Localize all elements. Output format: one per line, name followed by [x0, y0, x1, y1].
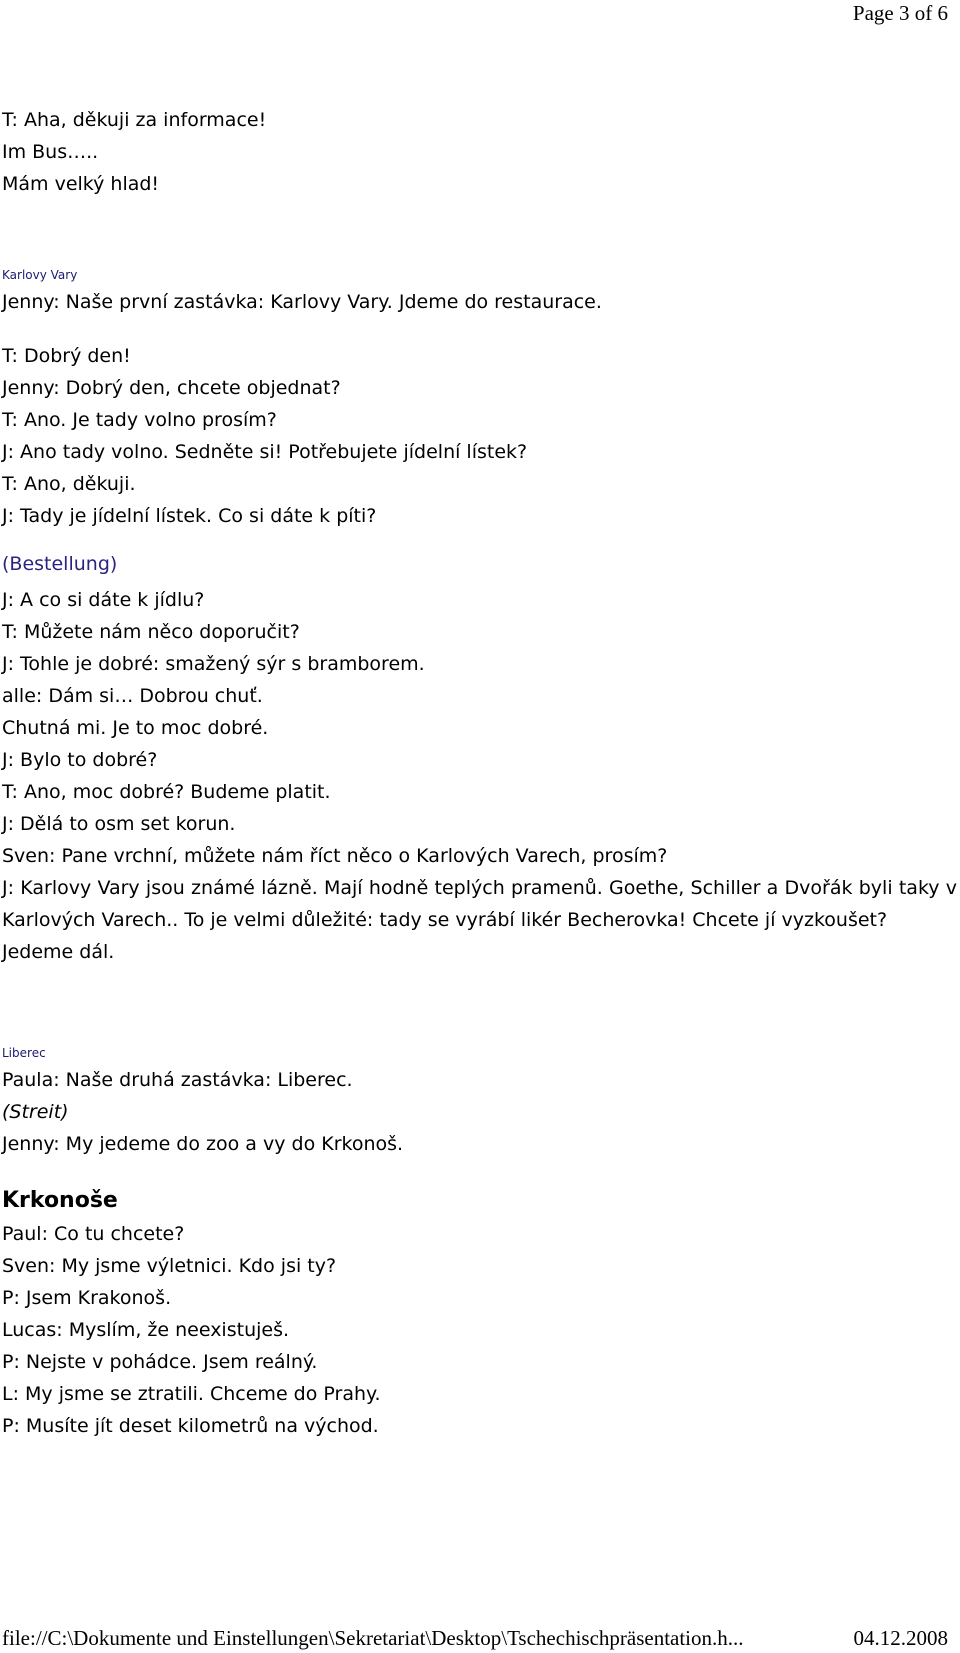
dialogue-line: Jenny: Naše první zastávka: Karlovy Vary. Jdeme do restaurace.: [2, 291, 602, 313]
dialogue-line: Mám velký hlad!: [2, 173, 160, 195]
dialogue-line: T: Ano. Je tady volno prosím?: [2, 409, 277, 431]
dialogue-line: Chutná mi. Je to moc dobré.: [2, 717, 269, 739]
dialogue-line: P: Jsem Krakonoš.: [2, 1287, 172, 1309]
document-body: [2, 104, 957, 1442]
dialogue-line: Lucas: Myslím, že neexistuješ.: [2, 1319, 290, 1341]
file-path: file://C:\Dokumente und Einstellungen\Sekretariat\Desktop\Tschechischpräsentation.h...: [2, 1626, 744, 1650]
page-indicator: Page 3 of 6: [852, 1, 948, 25]
dialogue-line: Jenny: Dobrý den, chcete objednat?: [2, 377, 341, 399]
dialogue-line: J: Tady je jídelní lístek. Co si dáte k píti?: [2, 505, 377, 527]
dialogue-line: Sven: Pane vrchní, můžete nám říct něco o Karlových Varech, prosím?: [2, 845, 668, 867]
section-label-karlovy-vary: Karlovy Vary: [2, 268, 78, 282]
dialogue-line: P: Nejste v pohádce. Jsem reálný.: [2, 1351, 318, 1373]
stage-note-streit: (Streit): [2, 1101, 69, 1123]
section-heading-krkonose: Krkonoše: [2, 1188, 118, 1213]
dialogue-line: J: Tohle je dobré: smažený sýr s bramborem.: [2, 653, 425, 675]
stage-note-bestellung: (Bestellung): [2, 553, 118, 575]
dialogue-line: Im Bus…..: [2, 141, 99, 163]
dialogue-line: Jedeme dál.: [2, 941, 115, 963]
dialogue-line: T: Dobrý den!: [2, 345, 131, 367]
dialogue-line: J: A co si dáte k jídlu?: [2, 589, 205, 611]
dialogue-line: L: My jsme se ztratili. Chceme do Prahy.: [2, 1383, 381, 1405]
dialogue-line: T: Můžete nám něco doporučit?: [2, 621, 300, 643]
dialogue-line: J: Dělá to osm set korun.: [2, 813, 236, 835]
dialogue-line: T: Aha, děkuji za informace!: [2, 109, 267, 131]
dialogue-line: T: Ano, děkuji.: [2, 473, 136, 495]
dialogue-line: alle: Dám si… Dobrou chuť.: [2, 685, 263, 707]
dialogue-line: Jenny: My jedeme do zoo a vy do Krkonoš.: [2, 1133, 404, 1155]
dialogue-line: Sven: My jsme výletnici. Kdo jsi ty?: [2, 1255, 337, 1277]
dialogue-paragraph: J: Karlovy Vary jsou známé lázně. Mají hodně teplých pramenů. Goethe, Schiller a Dvořák byli taky v Karlových Varech.. To je velmi důležité: tady se vyrábí likér Becherovka! Chcete jí vyzkoušet?: [2, 877, 957, 931]
dialogue-line: P: Musíte jít deset kilometrů na východ.: [2, 1415, 379, 1437]
dialogue-line: J: Bylo to dobré?: [2, 749, 158, 771]
dialogue-line: T: Ano, moc dobré? Budeme platit.: [2, 781, 331, 803]
section-label-liberec: Liberec: [2, 1046, 46, 1060]
dialogue-line: Paul: Co tu chcete?: [2, 1223, 185, 1245]
print-date: 04.12.2008: [853, 1626, 948, 1650]
dialogue-line: Paula: Naše druhá zastávka: Liberec.: [2, 1069, 353, 1091]
dialogue-line: J: Ano tady volno. Sedněte si! Potřebujete jídelní lístek?: [2, 441, 528, 463]
page-footer: [2, 1625, 948, 1651]
